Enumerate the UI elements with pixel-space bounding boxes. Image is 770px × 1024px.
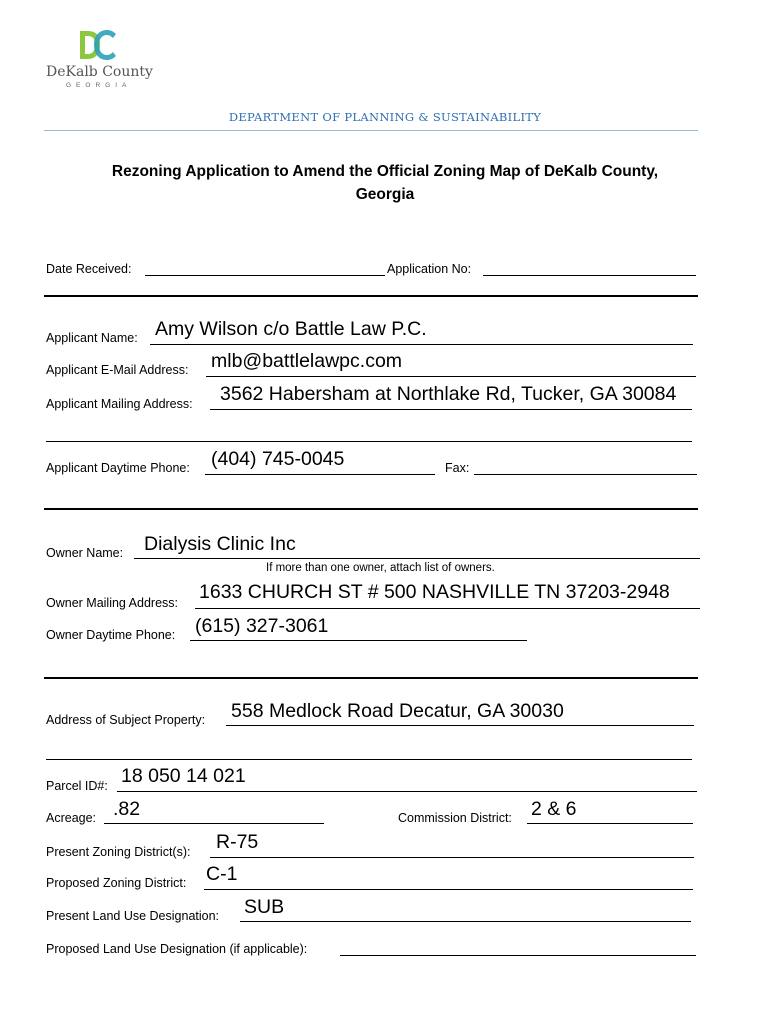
parcel-id-field[interactable] [117, 791, 697, 792]
owner-mailing-label: Owner Mailing Address: [46, 596, 179, 610]
applicant-email-label: Applicant E-Mail Address: [46, 363, 189, 377]
owner-phone-value: (615) 327-3061 [195, 615, 329, 637]
property-address-label: Address of Subject Property: [46, 713, 206, 727]
proposed-zoning-value: C-1 [206, 863, 238, 885]
section-divider [44, 508, 698, 510]
present-zoning-label: Present Zoning District(s): [46, 845, 191, 859]
property-address-field-line2[interactable] [46, 759, 692, 760]
date-received-label: Date Received: [46, 262, 132, 276]
owner-mailing-value: 1633 CHURCH ST # 500 NASHVILLE TN 37203-2948 [199, 581, 670, 603]
applicant-mailing-label: Applicant Mailing Address: [46, 397, 193, 411]
applicant-email-value: mlb@battlelawpc.com [211, 350, 403, 372]
proposed-land-use-field[interactable] [340, 955, 696, 956]
dekalb-logo [78, 28, 118, 62]
section-divider [44, 677, 698, 679]
logo-name: DeKalb County [46, 64, 153, 80]
present-land-use-value: SUB [244, 896, 285, 918]
application-no-label: Application No: [387, 262, 472, 276]
owner-mailing-field[interactable] [195, 608, 700, 609]
applicant-name-value: Amy Wilson c/o Battle Law P.C. [155, 318, 427, 340]
applicant-mailing-field[interactable] [210, 409, 692, 410]
present-zoning-value: R-75 [216, 831, 259, 853]
fax-field[interactable] [474, 474, 697, 475]
owner-name-label: Owner Name: [46, 546, 124, 560]
acreage-field[interactable] [104, 823, 324, 824]
fax-label: Fax: [445, 461, 470, 475]
commission-district-value: 2 & 6 [531, 798, 577, 820]
acreage-label: Acreage: [46, 811, 97, 825]
applicant-phone-value: (404) 745-0045 [211, 448, 345, 470]
applicant-phone-label: Applicant Daytime Phone: [46, 461, 190, 475]
department-header: DEPARTMENT OF PLANNING & SUSTAINABILITY [228, 110, 542, 124]
owner-name-field[interactable] [134, 558, 700, 559]
present-land-use-label: Present Land Use Designation: [46, 909, 220, 923]
applicant-mailing-field-line2[interactable] [46, 441, 692, 442]
applicant-name-field[interactable] [150, 344, 693, 345]
applicant-email-field[interactable] [206, 376, 696, 377]
commission-district-field[interactable] [527, 823, 693, 824]
application-no-field[interactable] [483, 275, 696, 276]
parcel-id-value: 18 050 14 021 [121, 765, 246, 787]
logo-subtitle: GEORGIA [66, 82, 132, 89]
applicant-phone-field[interactable] [205, 474, 435, 475]
owner-phone-field[interactable] [190, 640, 527, 641]
commission-district-label: Commission District: [398, 811, 512, 825]
section-divider [44, 295, 698, 297]
property-address-value: 558 Medlock Road Decatur, GA 30030 [231, 700, 564, 722]
proposed-land-use-label: Proposed Land Use Designation (if applicable): [46, 942, 308, 956]
present-land-use-field[interactable] [240, 921, 691, 922]
applicant-name-label: Applicant Name: [46, 331, 138, 345]
property-address-field[interactable] [226, 725, 694, 726]
owner-name-value: Dialysis Clinic Inc [144, 533, 296, 555]
proposed-zoning-label: Proposed Zoning District: [46, 876, 187, 890]
owner-phone-label: Owner Daytime Phone: [46, 628, 176, 642]
applicant-mailing-value: 3562 Habersham at Northlake Rd, Tucker, GA 30084 [220, 383, 677, 405]
header-divider [44, 130, 698, 131]
acreage-value: .82 [113, 798, 141, 820]
proposed-zoning-field[interactable] [204, 889, 693, 890]
date-received-field[interactable] [145, 275, 385, 276]
owner-note: If more than one owner, attach list of owners. [266, 562, 495, 574]
parcel-id-label: Parcel ID#: [46, 779, 108, 793]
present-zoning-field[interactable] [210, 857, 694, 858]
form-title: Rezoning Application to Amend the Official Zoning Map of DeKalb County, Georgia [111, 163, 659, 203]
